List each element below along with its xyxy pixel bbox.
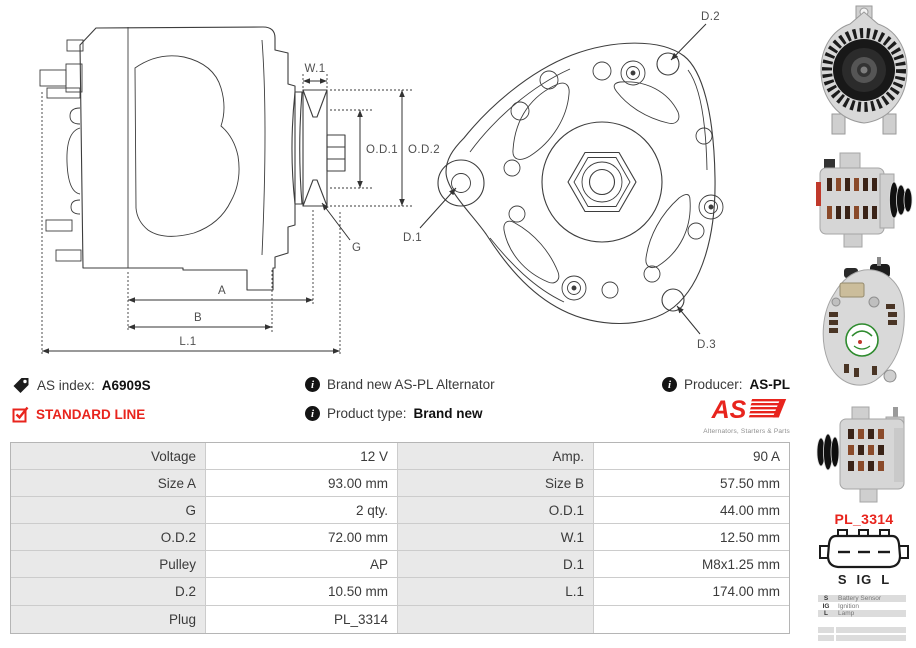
dim-label-d1: D.1 (403, 232, 423, 244)
spec-value: 10.50 mm (206, 578, 398, 605)
legend-desc: Ignition (838, 602, 859, 610)
dim-label-g: G (352, 242, 362, 254)
spec-label: W.1 (398, 524, 594, 551)
spec-value: 174.00 mm (594, 578, 789, 605)
standard-line-label: STANDARD LINE (36, 407, 146, 422)
checkbox-checked-icon (12, 406, 29, 423)
spec-value (594, 606, 789, 633)
svg-text:AS: AS (711, 397, 747, 422)
brand-line-text: Brand new AS-PL Alternator (327, 377, 495, 392)
spec-value: 12.50 mm (594, 524, 789, 551)
info-icon: i (305, 406, 320, 421)
spec-label: D.2 (11, 578, 206, 605)
as-index-line (12, 377, 151, 394)
plug-pin-labels (812, 572, 916, 587)
legend-spacer (818, 617, 906, 625)
legend-code: S (818, 595, 834, 602)
standard-line-row (12, 406, 145, 423)
legend-code: L (818, 610, 834, 617)
alternator-side-pulley-right-photo (812, 148, 916, 252)
spec-value: 72.00 mm (206, 524, 398, 551)
legend-empty-row (818, 627, 906, 633)
as-logo-icon (707, 397, 787, 422)
as-index-value: A6909S (101, 378, 151, 393)
spec-label: Pulley (11, 551, 206, 578)
producer-label: Producer: (683, 377, 743, 392)
info-icon: i (662, 377, 677, 392)
side-view-drawing (40, 27, 440, 356)
plug-name-label: PL_3314 (834, 511, 894, 527)
spec-value: 12 V (206, 443, 398, 470)
spec-value: 90 A (594, 443, 789, 470)
legend-row (818, 602, 906, 609)
producer-line (662, 377, 790, 392)
dim-label-od1: O.D.1 (366, 144, 399, 156)
dim-label-od2: O.D.2 (408, 144, 441, 156)
pin-label-ig: IG (856, 572, 873, 587)
spec-label: O.D.1 (398, 497, 594, 524)
spec-value: M8x1.25 mm (594, 551, 789, 578)
product-type-value: Brand new (413, 406, 483, 421)
legend-desc: Lamp (838, 609, 855, 617)
spec-label: Amp. (398, 443, 594, 470)
as-pl-logo (703, 397, 790, 435)
spec-label: Size B (398, 470, 594, 497)
spec-value: 2 qty. (206, 497, 398, 524)
spec-value: PL_3314 (206, 606, 398, 633)
dim-label-d3: D.3 (697, 339, 717, 351)
dim-label-w1: W.1 (304, 63, 326, 75)
spec-value: AP (206, 551, 398, 578)
pin-label-s: S (837, 572, 848, 587)
alternator-rear-angle-photo (812, 256, 916, 398)
spec-label: D.1 (398, 551, 594, 578)
logo-tagline: Alternators, Starters & Parts (703, 428, 790, 435)
spec-label: Size A (11, 470, 206, 497)
spec-table (10, 442, 790, 634)
front-view-drawing (403, 11, 723, 351)
tag-icon (12, 377, 30, 394)
brand-line (305, 377, 495, 392)
as-index-label: AS index: (37, 378, 95, 393)
info-icon: i (305, 377, 320, 392)
producer-value: AS-PL (749, 377, 790, 392)
product-type-label: Product type: (327, 406, 407, 421)
plug-connector-diagram (816, 528, 912, 572)
spec-value: 44.00 mm (594, 497, 789, 524)
spec-value: 57.50 mm (594, 470, 789, 497)
spec-label (398, 606, 594, 633)
alternator-front-photo (812, 2, 916, 145)
spec-value: 93.00 mm (206, 470, 398, 497)
pin-label-l: L (881, 572, 891, 587)
legend-row (818, 610, 906, 617)
dim-label-a: A (217, 285, 227, 297)
spec-label: Voltage (11, 443, 206, 470)
spec-label: Plug (11, 606, 206, 633)
spec-label: G (11, 497, 206, 524)
spec-label: L.1 (398, 578, 594, 605)
alternator-side-pulley-left-photo (812, 402, 916, 508)
plug-legend-table (818, 595, 906, 641)
dim-label-d2: D.2 (701, 11, 721, 23)
product-type-line (305, 406, 483, 421)
legend-empty-row (818, 635, 906, 641)
legend-desc: Battery Sensor (838, 595, 881, 603)
spec-label: O.D.2 (11, 524, 206, 551)
legend-row (818, 595, 906, 602)
dim-label-l1: L.1 (179, 336, 197, 348)
dim-label-b: B (193, 312, 203, 324)
legend-code: IG (822, 602, 830, 610)
